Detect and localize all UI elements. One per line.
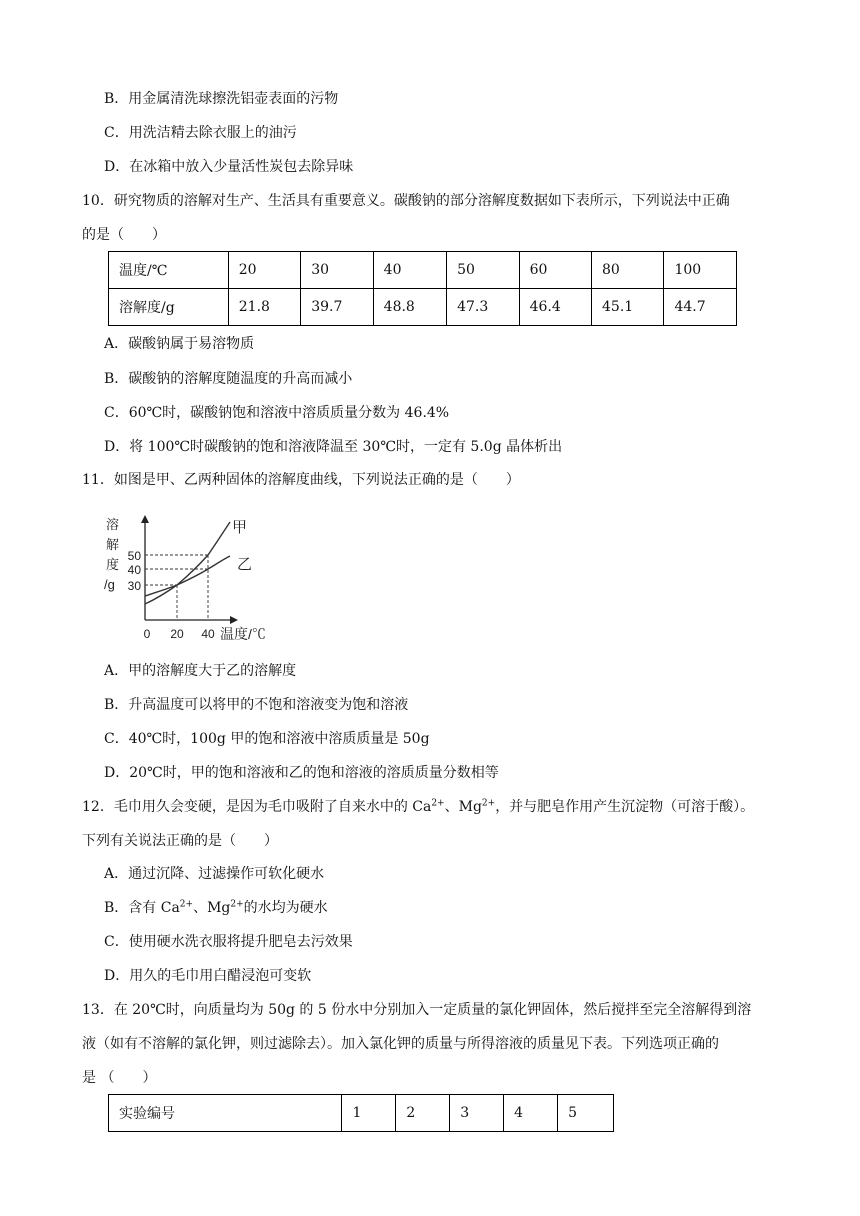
q10-option-c: C．60℃时，碳酸钠饱和溶液中溶质质量分数为 46.4% (104, 405, 450, 421)
table-cell: 47.3 (447, 289, 519, 326)
table-cell: 40 (373, 252, 446, 289)
table-cell: 21.8 (228, 289, 300, 326)
q12-option-b-text: 、Mg (193, 900, 231, 916)
table-cell: 3 (450, 1095, 504, 1132)
table-cell: 30 (301, 252, 373, 289)
table-cell: 5 (558, 1095, 614, 1132)
q11-stem: 11．如图是甲、乙两种固体的溶解度曲线，下列说法正确的是（ ） (82, 472, 520, 488)
q10-option-a: A．碳酸钠属于易溶物质 (104, 336, 255, 352)
y-axis-arrow-icon (141, 515, 149, 523)
q12-stem-text: 、Mg (444, 799, 482, 815)
q11-option-a: A．甲的溶解度大于乙的溶解度 (104, 663, 297, 679)
q9-option-d: D．在冰箱中放入少量活性炭包去除异味 (104, 159, 354, 175)
x-axis-label: 温度/℃ (220, 626, 266, 642)
q12-option-c: C．使用硬水洗衣服将提升肥皂去污效果 (104, 934, 353, 950)
charge-superscript: 2+ (179, 899, 194, 910)
table-cell: 2 (396, 1095, 450, 1132)
q9-option-c: C．用洗洁精去除衣服上的油污 (104, 125, 297, 141)
q11-option-b: B．升高温度可以将甲的不饱和溶液变为饱和溶液 (104, 697, 409, 713)
q12-stem-text: ，并与肥皂作用产生沉淀物（可溶于酸）。 (495, 799, 755, 815)
q10-solubility-table (108, 251, 737, 326)
table-cell: 4 (504, 1095, 558, 1132)
table-cell: 48.8 (373, 289, 446, 326)
table-cell: 100 (664, 252, 737, 289)
solubility-curve-chart (100, 512, 280, 648)
y-tick-label: 30 (127, 579, 141, 593)
y-axis-label-char: /g (104, 577, 115, 592)
y-axis-label-char: 溶 (106, 517, 120, 532)
table-row (109, 252, 737, 289)
q12-stem-line1 (82, 797, 754, 817)
q13-stem-line3: 是 （ ） (82, 1070, 157, 1086)
table-cell: 温度/℃ (109, 252, 229, 289)
charge-superscript: 2+ (431, 798, 445, 809)
y-tick-label: 40 (127, 563, 141, 577)
q13-stem-line1: 13．在 20℃时，向质量均为 50g 的 5 份水中分别加入一定质量的氯化钾固体，然后搅拌至完全溶解得到溶 (82, 1002, 752, 1018)
charge-superscript: 2+ (481, 798, 496, 809)
table-row (109, 1095, 614, 1132)
y-axis-label-char: 度 (106, 557, 120, 572)
q9-option-b: B．用金属清洗球擦洗铝壶表面的污物 (104, 91, 339, 107)
q12-option-b-text: B．含有 Ca (104, 900, 180, 916)
table-cell: 溶解度/g (109, 289, 229, 326)
q12-option-b-text: 的水均为硬水 (243, 900, 328, 916)
q12-option-a: A．通过沉降、过滤操作可软化硬水 (104, 866, 325, 882)
x-tick-label: 20 (170, 627, 184, 641)
q11-option-d: D．20℃时，甲的饱和溶液和乙的饱和溶液的溶质质量分数相等 (104, 765, 499, 781)
x-axis-arrow-icon (230, 616, 238, 624)
y-axis-label-char: 解 (106, 537, 120, 552)
table-row (109, 289, 737, 326)
table-cell: 50 (447, 252, 519, 289)
q10-stem-line1: 10．研究物质的溶解对生产、生活具有重要意义。碳酸钠的部分溶解度数据如下表所示，下列说法中正确 (82, 193, 730, 209)
q12-stem-line2: 下列有关说法正确的是（ ） (82, 833, 278, 849)
series-jia-label: 甲 (232, 519, 248, 536)
table-cell: 39.7 (301, 289, 373, 326)
table-cell: 44.7 (664, 289, 737, 326)
table-cell: 45.1 (592, 289, 664, 326)
q10-stem-line2: 的是（ ） (82, 227, 166, 243)
x-tick-label: 0 (143, 627, 151, 641)
table-cell: 1 (342, 1095, 396, 1132)
q12-option-d: D．用久的毛巾用白醋浸泡可变软 (104, 968, 312, 984)
q11-option-c: C．40℃时，100g 甲的饱和溶液中溶质质量是 50g (104, 731, 430, 747)
x-tick-label: 40 (201, 627, 215, 641)
table-cell: 80 (592, 252, 664, 289)
series-yi-label: 乙 (237, 556, 253, 573)
table-cell: 60 (519, 252, 591, 289)
q10-option-b: B．碳酸钠的溶解度随温度的升高而减小 (104, 371, 353, 387)
q12-stem-text: 12．毛巾用久会变硬，是因为毛巾吸附了自来水中的 Ca (82, 799, 432, 815)
q10-option-d: D．将 100℃时碳酸钠的饱和溶液降温至 30℃时，一定有 5.0g 晶体析出 (104, 439, 563, 455)
q13-stem-line2: 液（如有不溶解的氯化钾，则过滤除去）。加入氯化钾的质量与所得溶液的质量见下表。下列选项正确的 (82, 1036, 719, 1052)
q13-experiment-table (108, 1094, 614, 1132)
table-cell: 20 (228, 252, 300, 289)
q12-option-b (104, 898, 328, 918)
charge-superscript: 2+ (230, 899, 244, 910)
y-tick-label: 50 (127, 549, 141, 563)
table-cell: 46.4 (519, 289, 591, 326)
table-cell: 实验编号 (109, 1095, 342, 1132)
